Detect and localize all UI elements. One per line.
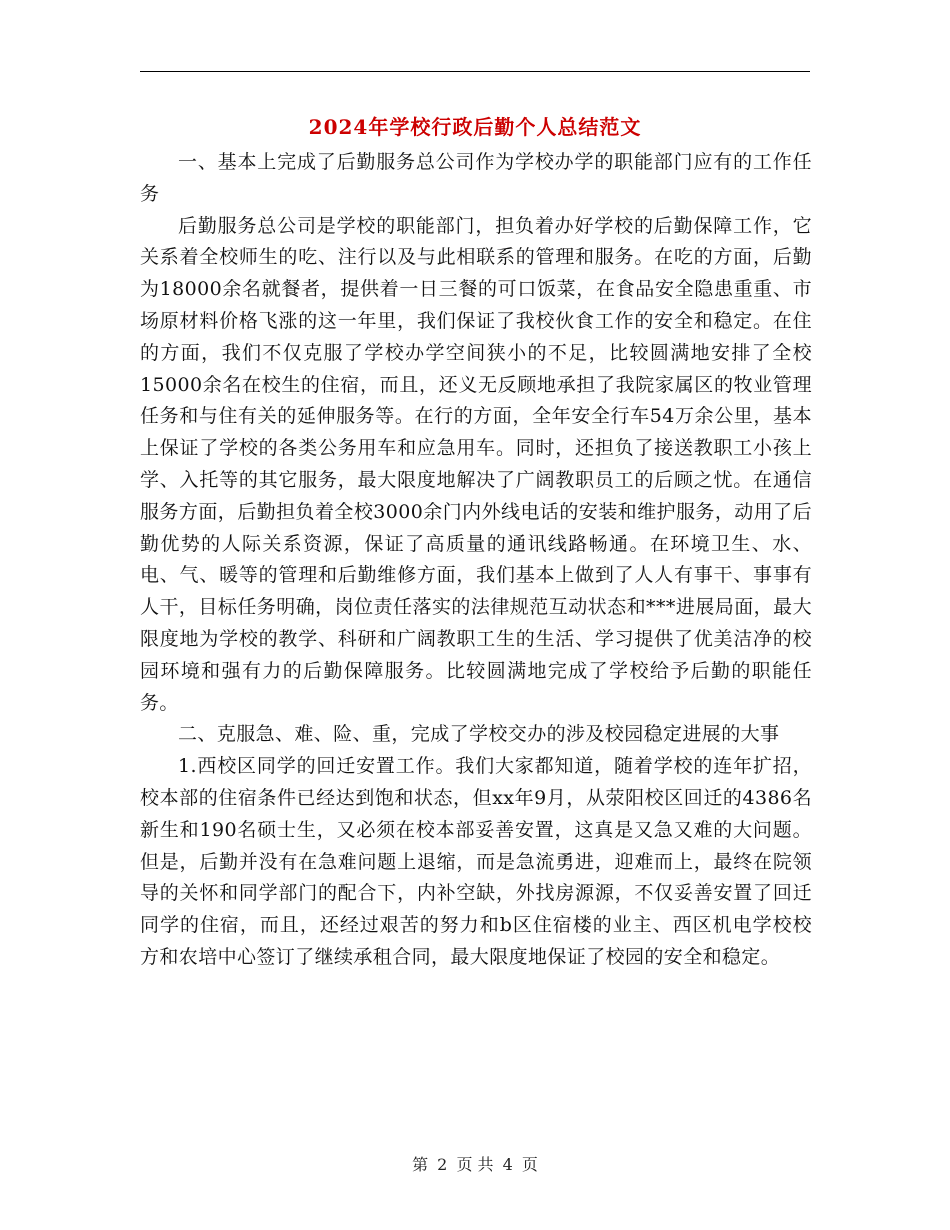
section-heading-2: 二、克服急、难、险、重，完成了学校交办的涉及校园稳定进展的大事: [178, 723, 780, 746]
page-footer: [0, 1153, 950, 1177]
page-suffix: 页: [521, 1155, 538, 1174]
current-page-number: 2: [437, 1155, 448, 1174]
document-body: [140, 147, 812, 974]
page-prefix: 第: [412, 1155, 429, 1174]
body-paragraph: 后勤服务总公司是学校的职能部门，担负着办好学校的后勤保障工作，它关系着全校师生的吃、注行以及与此相联系的管理和服务。在吃的方面，后勤为18000余名就餐者，提供着一日三餐的可口饭菜，在食品安全隐患重重、市场原材料价格飞涨的这一年里，我们保证了我校伙食工作的安全和稳定。在住的方面，我们不仅克服了学校办学空间狭小的不足，比较圆满地安排了全校15000余名在校生的住宿，而且，还义无反顾地承担了我院家属区的牧业管理任务和与住有关的延伸服务等。在行的方面，全年安全行车54万余公里，基本上保证了学校的各类公务用车和应急用车。同时，还担负了接送教职工小孩上学、入托等的其它服务，最大限度地解决了广阔教职员工的后顾之忧。在通信服务方面，后勤担负着全校3000余门内外线电话的安装和维护服务，动用了后勤优势的人际关系资源，保证了高质量的通讯线路畅通。在环境卫生、水、电、气、暖等的管理和后勤维修方面，我们基本上做到了人人有事干、事事有人干，目标任务明确，岗位责任落实的法律规范互动状态和***进展局面，最大限度地为学校的教学、科研和广阔教职工生的生活、学习提供了优美洁净的校园环境和强有力的后勤保障服务。比较圆满地完成了学校给予后勤的职能任务。: [140, 214, 812, 714]
section-heading-1: 一、基本上完成了后勤服务总公司作为学校办学的职能部门应有的工作任务: [140, 151, 812, 205]
total-page-number: 4: [502, 1155, 513, 1174]
header-rule: [140, 71, 810, 72]
document-title: 2024年学校行政后勤个人总结范文: [308, 115, 642, 139]
body-paragraph: 1.西校区同学的回迁安置工作。我们大家都知道，随着学校的连年扩招，校本部的住宿条件已经达到饱和状态，但xx年9月，从荥阳校区回迁的4386名新生和190名硕士生，又必须在校本部妥善安置，这真是又急又难的大问题。但是，后勤并没有在急难问题上退缩，而是急流勇进，迎难而上，最终在院领导的关怀和同学部门的配合下，内补空缺，外找房源源，不仅妥善安置了回迁同学的住宿，而且，还经过艰苦的努力和b区住宿楼的业主、西区机电学校校方和农培中心签订了继续承租合同，最大限度地保证了校园的安全和稳定。: [140, 755, 812, 968]
page-mid: 页 共: [456, 1155, 494, 1174]
